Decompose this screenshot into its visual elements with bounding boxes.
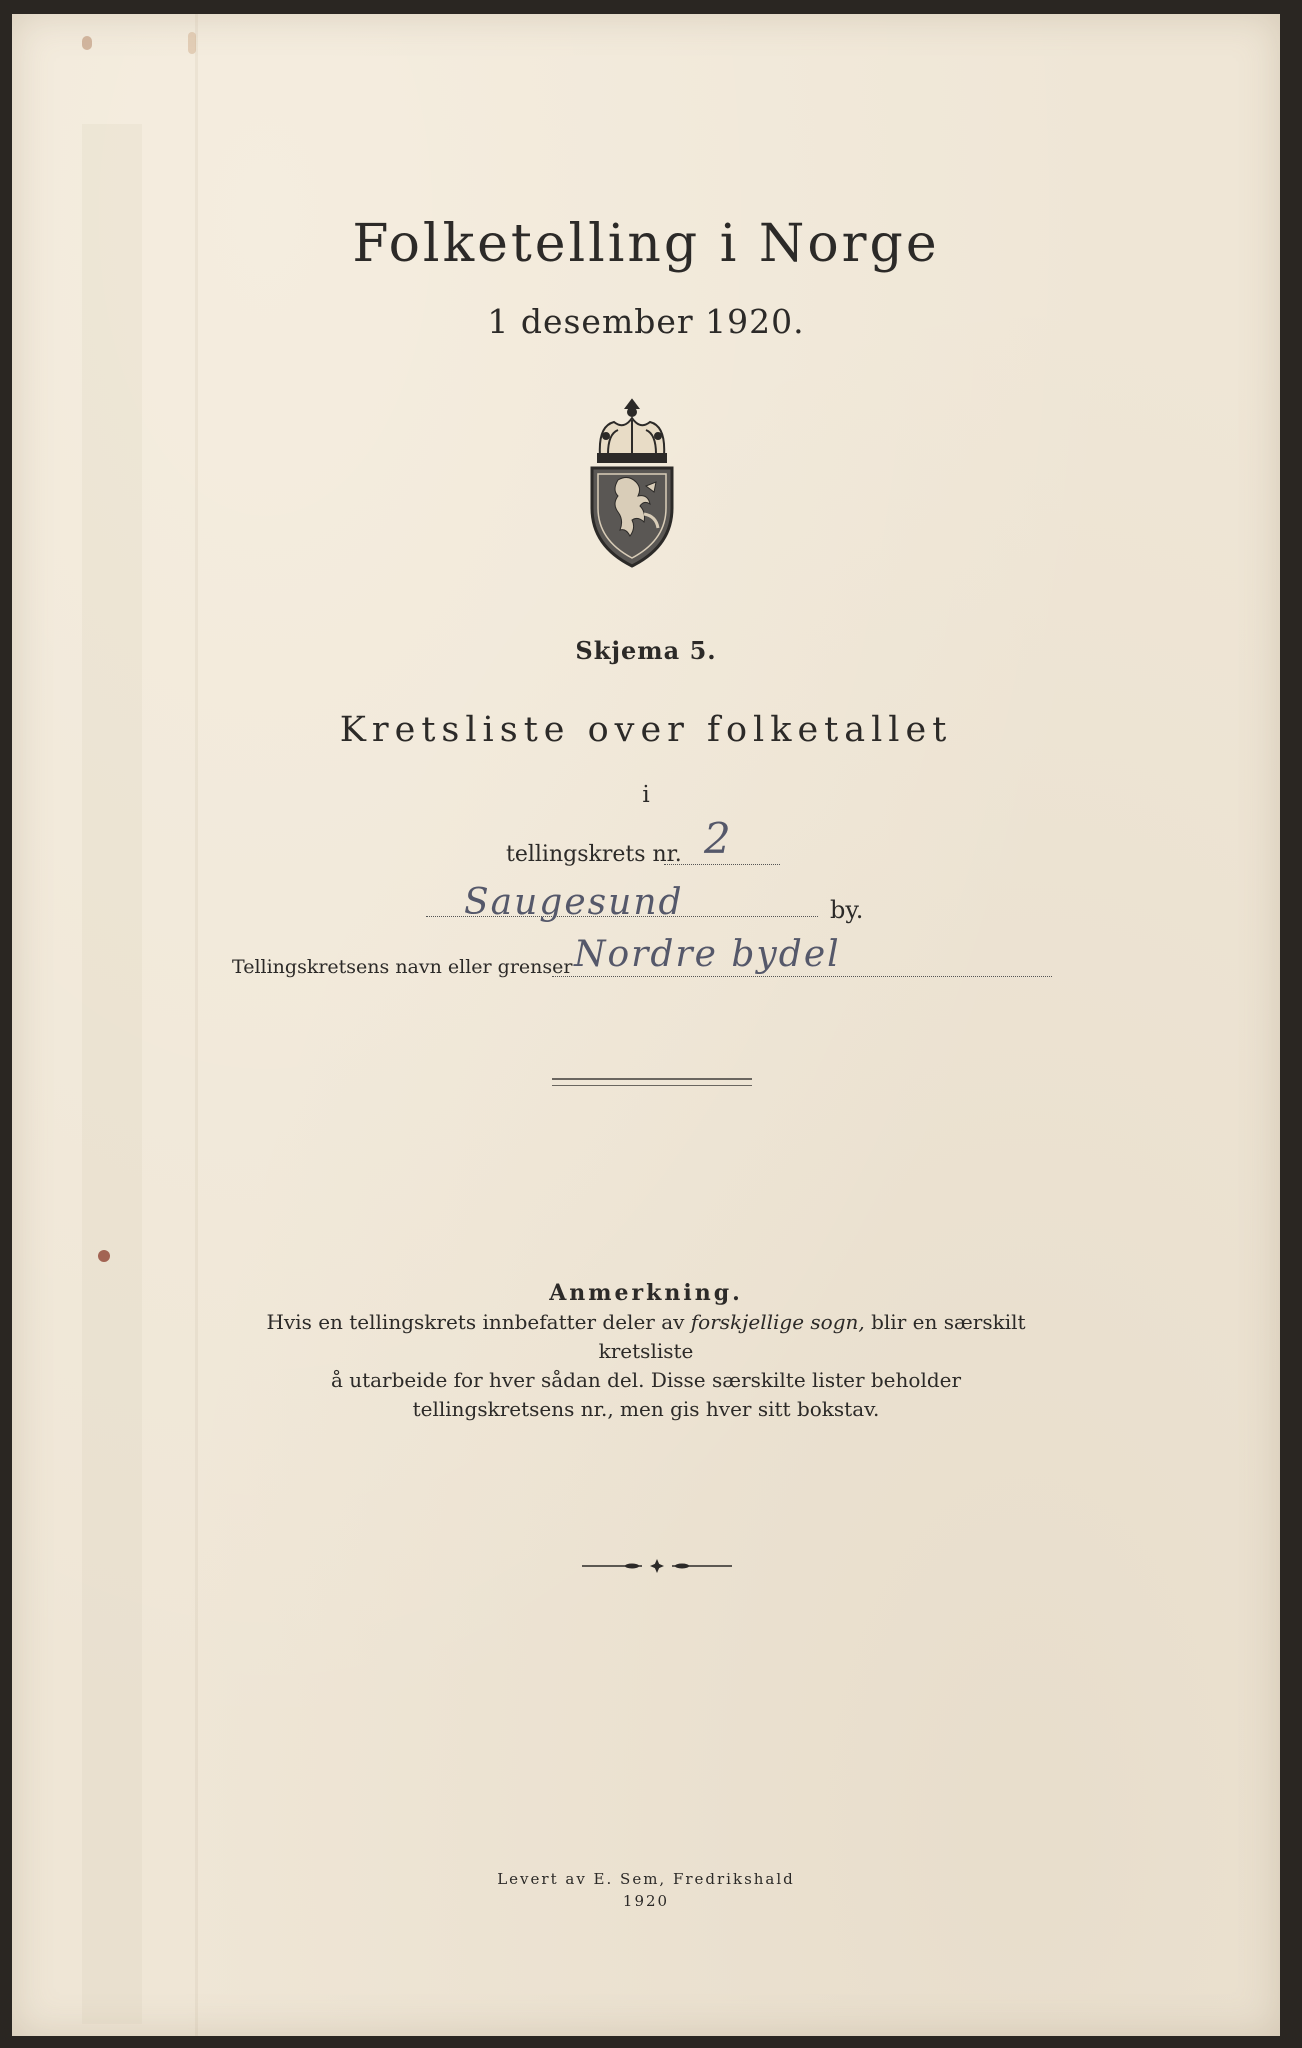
district-nr-value: 2 <box>704 814 733 863</box>
schema-label: Skjema 5. <box>575 636 717 665</box>
page-title: Folketelling i Norge <box>352 214 940 274</box>
district-name-label: Tellingskretsens navn eller grenser <box>232 956 573 978</box>
divider-double-rule <box>552 1078 752 1086</box>
printer-imprint <box>12 1868 1280 1912</box>
preposition-text: i <box>642 782 650 808</box>
town-suffix: by. <box>830 896 864 924</box>
ornament-divider-icon <box>582 1556 732 1576</box>
stain-mark <box>98 1250 110 1262</box>
district-nr-label: tellingskrets nr. <box>506 842 682 867</box>
document-page <box>12 14 1280 2036</box>
paper-bleed-through <box>82 124 142 2024</box>
stain-mark <box>82 36 92 50</box>
note-line-1-end: blir en særskilt kretsliste <box>598 1310 1026 1363</box>
note-line-1 <box>242 1308 1050 1366</box>
town-value: Saugesund <box>464 882 684 923</box>
printer-name: Levert av E. Sem, Fredrikshald <box>497 1870 795 1888</box>
census-date: 1 desember 1920. <box>487 302 805 341</box>
district-name-value: Nordre bydel <box>574 934 841 975</box>
stain-mark <box>188 32 196 54</box>
norway-coat-of-arms-icon <box>584 396 680 568</box>
form-subtitle: Kretsliste over folketallet <box>339 710 953 750</box>
note-line-2: å utarbeide for hver sådan del. Disse særskilte lister beholder <box>330 1368 962 1392</box>
printer-year: 1920 <box>622 1892 670 1910</box>
note-heading: Anmerkning. <box>549 1280 743 1306</box>
note-body <box>242 1308 1050 1424</box>
note-line-1-emphasis: forskjellige sogn, <box>690 1310 865 1334</box>
note-line-3: tellingskretsens nr., men gis hver sitt bokstav. <box>412 1397 880 1421</box>
note-line-1-start: Hvis en tellingskrets innbefatter deler av <box>266 1310 685 1334</box>
